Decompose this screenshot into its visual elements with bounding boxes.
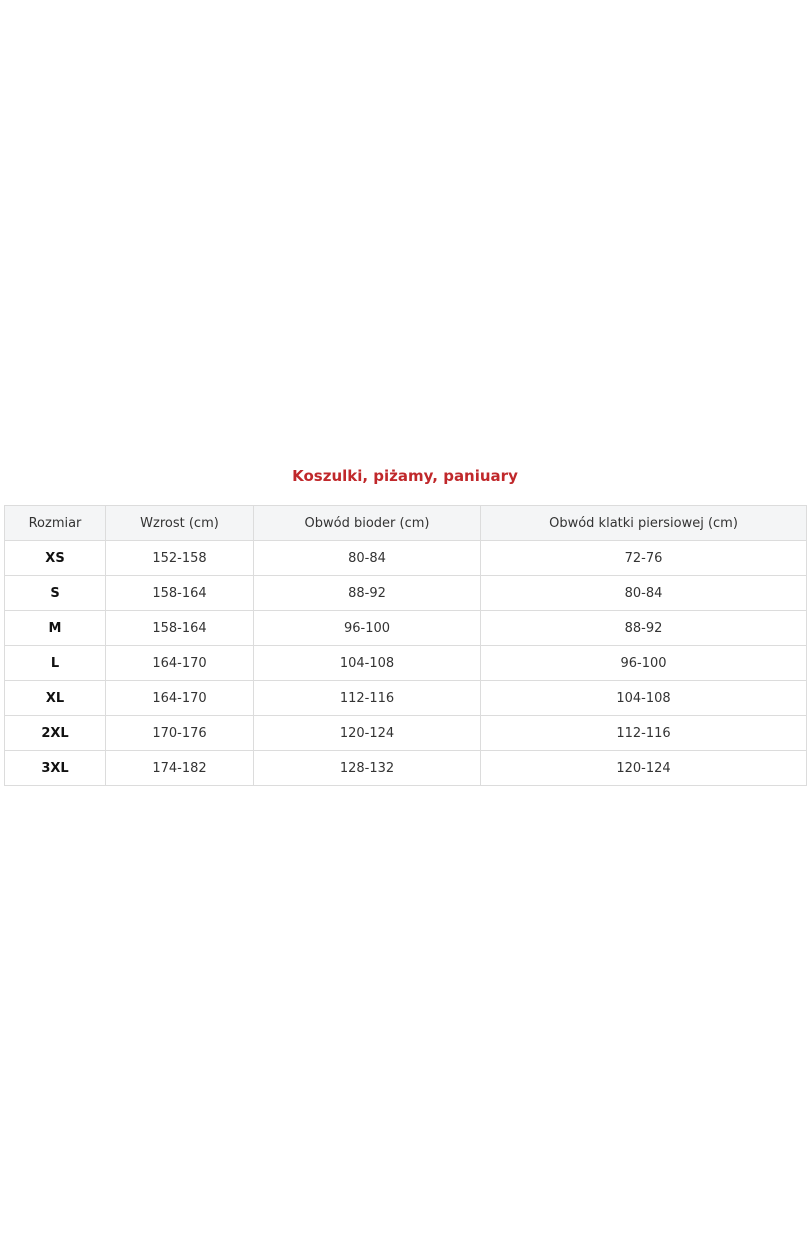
height-cell: 158-164 bbox=[106, 611, 254, 646]
height-cell: 164-170 bbox=[106, 646, 254, 681]
height-cell: 152-158 bbox=[106, 541, 254, 576]
hips-cell: 120-124 bbox=[254, 716, 481, 751]
size-cell: 3XL bbox=[5, 751, 106, 786]
size-cell: L bbox=[5, 646, 106, 681]
size-cell: XS bbox=[5, 541, 106, 576]
size-cell: M bbox=[5, 611, 106, 646]
chest-cell: 112-116 bbox=[481, 716, 807, 751]
hips-cell: 112-116 bbox=[254, 681, 481, 716]
size-cell: 2XL bbox=[5, 716, 106, 751]
chart-title: Koszulki, piżamy, paniuary bbox=[292, 467, 518, 485]
hips-cell: 88-92 bbox=[254, 576, 481, 611]
table-row bbox=[5, 611, 807, 646]
table-row bbox=[5, 716, 807, 751]
size-cell: S bbox=[5, 576, 106, 611]
hips-cell: 128-132 bbox=[254, 751, 481, 786]
chest-cell: 80-84 bbox=[481, 576, 807, 611]
chest-cell: 120-124 bbox=[481, 751, 807, 786]
chest-cell: 96-100 bbox=[481, 646, 807, 681]
chest-cell: 88-92 bbox=[481, 611, 807, 646]
table-row bbox=[5, 576, 807, 611]
size-table bbox=[4, 505, 807, 786]
table-row bbox=[5, 646, 807, 681]
chest-cell: 104-108 bbox=[481, 681, 807, 716]
hips-cell: 96-100 bbox=[254, 611, 481, 646]
chest-cell: 72-76 bbox=[481, 541, 807, 576]
hips-cell: 104-108 bbox=[254, 646, 481, 681]
height-cell: 174-182 bbox=[106, 751, 254, 786]
header-chest: Obwód klatki piersiowej (cm) bbox=[481, 506, 807, 541]
header-size: Rozmiar bbox=[5, 506, 106, 541]
table-header-row bbox=[5, 506, 807, 541]
table-row bbox=[5, 681, 807, 716]
header-height: Wzrost (cm) bbox=[106, 506, 254, 541]
height-cell: 164-170 bbox=[106, 681, 254, 716]
table-row bbox=[5, 541, 807, 576]
header-hips: Obwód bioder (cm) bbox=[254, 506, 481, 541]
hips-cell: 80-84 bbox=[254, 541, 481, 576]
height-cell: 158-164 bbox=[106, 576, 254, 611]
height-cell: 170-176 bbox=[106, 716, 254, 751]
size-cell: XL bbox=[5, 681, 106, 716]
table-row bbox=[5, 751, 807, 786]
